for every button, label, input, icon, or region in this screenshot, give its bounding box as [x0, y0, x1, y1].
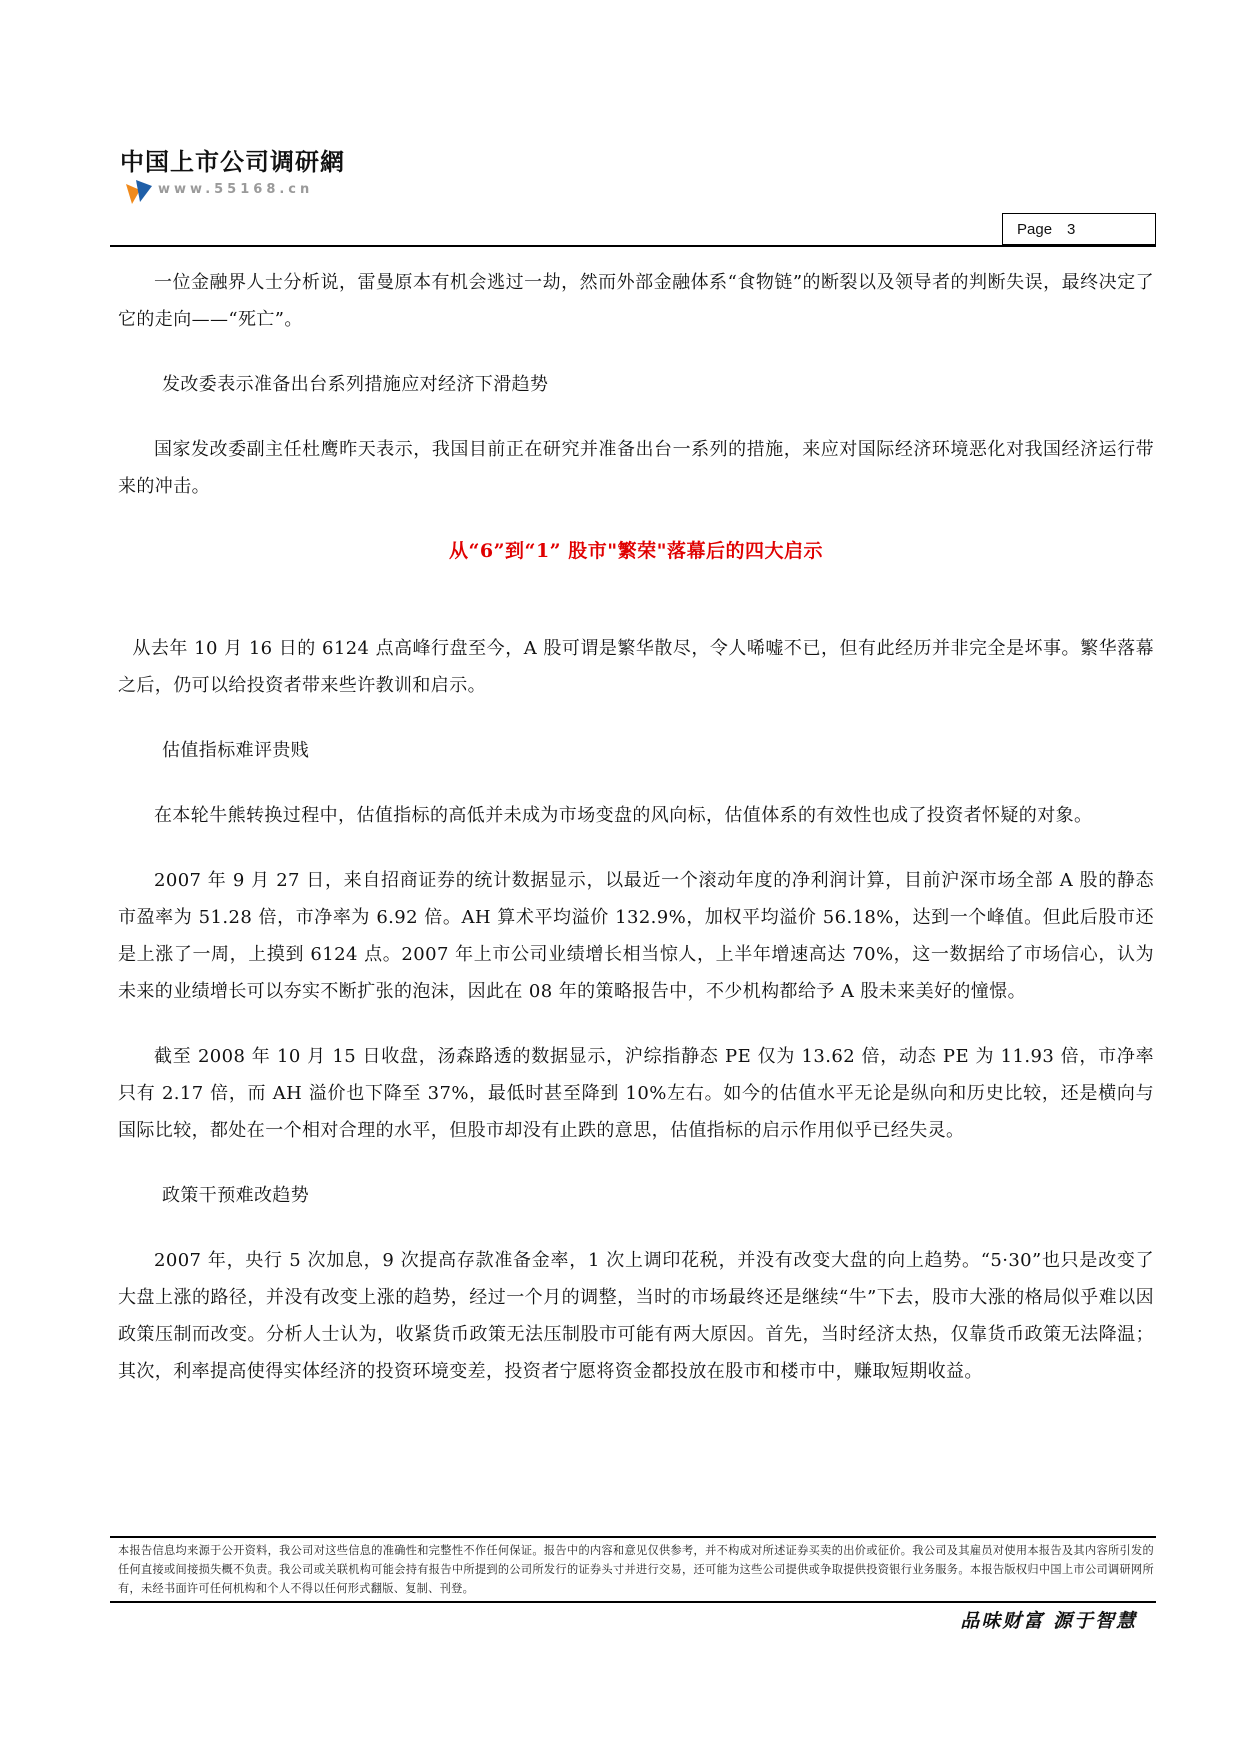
logo-mark-icon: [126, 180, 152, 204]
page-label: Page: [1017, 221, 1053, 238]
section-heading: 发改委表示准备出台系列措施应对经济下滑趋势: [162, 374, 549, 395]
page-indicator: [1002, 213, 1156, 245]
header-divider: [110, 245, 1156, 247]
section-heading: 政策干预难改趋势: [162, 1185, 310, 1206]
paragraph: 在本轮牛熊转换过程中，估值指标的高低并未成为市场变盘的风向标，估值体系的有效性也成了投资者怀疑的对象。: [154, 805, 1093, 826]
footer-divider-bottom: [110, 1601, 1156, 1603]
paragraph: 从去年 10 月 16 日的 6124 点高峰行盘至今，A 股可谓是繁华散尽，令人唏嘘不已，但有此经历并非完全是坏事。繁华落幕之后，仍可以给投资者带来些许教训和启示。: [118, 638, 1154, 696]
page-number: 3: [1067, 221, 1076, 238]
paragraph: 一位金融界人士分析说，雷曼原本有机会逃过一劫，然而外部金融体系“食物链”的断裂以及领导者的判断失误，最终决定了它的走向——“死亡”。: [118, 272, 1154, 330]
paragraph: 2007 年 9 月 27 日，来自招商证券的统计数据显示，以最近一个滚动年度的净利润计算，目前沪深市场全部 A 股的静态市盈率为 51.28 倍，市净率为 6.92 倍。AH 算术平均溢价 132.9%，加权平均溢价 56.18%，达到一个峰值。但此后股市还是上涨了一周，上摸到 6124 点。2007 年上市公司业绩增长相当惊人，上半年增速高达 70%，这一数据给了市场信心，认为未来的业绩增长可以夯实不断扩张的泡沫，因此在 08 年的策略报告中，不少机构都给予 A 股未来美好的憧憬。: [118, 870, 1154, 1002]
site-logo[interactable]: [118, 142, 378, 212]
logo-title: 中国上市公司调研網: [120, 148, 345, 176]
paragraph: 2007 年，央行 5 次加息，9 次提高存款准备金率，1 次上调印花税，并没有改变大盘的向上趋势。“5·30”也只是改变了大盘上涨的路径，并没有改变上涨的趋势，经过一个月的调整，当时的市场最终还是继续“牛”下去，股市大涨的格局似乎难以因政策压制而改变。分析人士认为，收紧货币政策无法压制股市可能有两大原因。首先，当时经济太热，仅靠货币政策无法降温；其次，利率提高使得实体经济的投资环境变差，投资者宁愿将资金都投放在股市和楼市中，赚取短期收益。: [118, 1250, 1154, 1382]
section-heading: 估值指标难评贵贱: [162, 740, 310, 761]
paragraph: 国家发改委副主任杜鹰昨天表示，我国目前正在研究并准备出台一系列的措施，来应对国际经济环境恶化对我国经济运行带来的冲击。: [118, 439, 1154, 497]
paragraph: 截至 2008 年 10 月 15 日收盘，汤森路透的数据显示，沪综指静态 PE 仅为 13.62 倍，动态 PE 为 11.93 倍，市净率只有 2.17 倍，而 AH 溢价也下降至 37%，最低时甚至降到 10%左右。如今的估值水平无论是纵向和历史比较，还是横向与国际比较，都处在一个相对合理的水平，但股市却没有止跌的意思，估值指标的启示作用似乎已经失灵。: [118, 1046, 1154, 1141]
disclaimer-text: 本报告信息均来源于公开资料，我公司对这些信息的准确性和完整性不作任何保证。报告中的内容和意见仅供参考，并不构成对所述证券买卖的出价或征价。我公司及其雇员对使用本报告及其内容所引发的任何直接或间接损失概不负责。我公司或关联机构可能会持有报告中所提到的公司所发行的证券头寸并进行交易，还可能为这些公司提供或争取提供投资银行业务服务。本报告版权归中国上市公司调研网所有，未经书面许可任何机构和个人不得以任何形式翻版、复制、刊登。: [118, 1544, 1154, 1595]
article-title: 从“6”到“1” 股市"繁荣"落幕后的四大启示: [448, 540, 824, 562]
article-body: [118, 264, 1154, 1390]
footer-slogan: 品味财富 源于智慧: [960, 1610, 1137, 1632]
logo-url: www.55168.cn: [158, 182, 314, 197]
footer-divider-top: [110, 1536, 1156, 1538]
